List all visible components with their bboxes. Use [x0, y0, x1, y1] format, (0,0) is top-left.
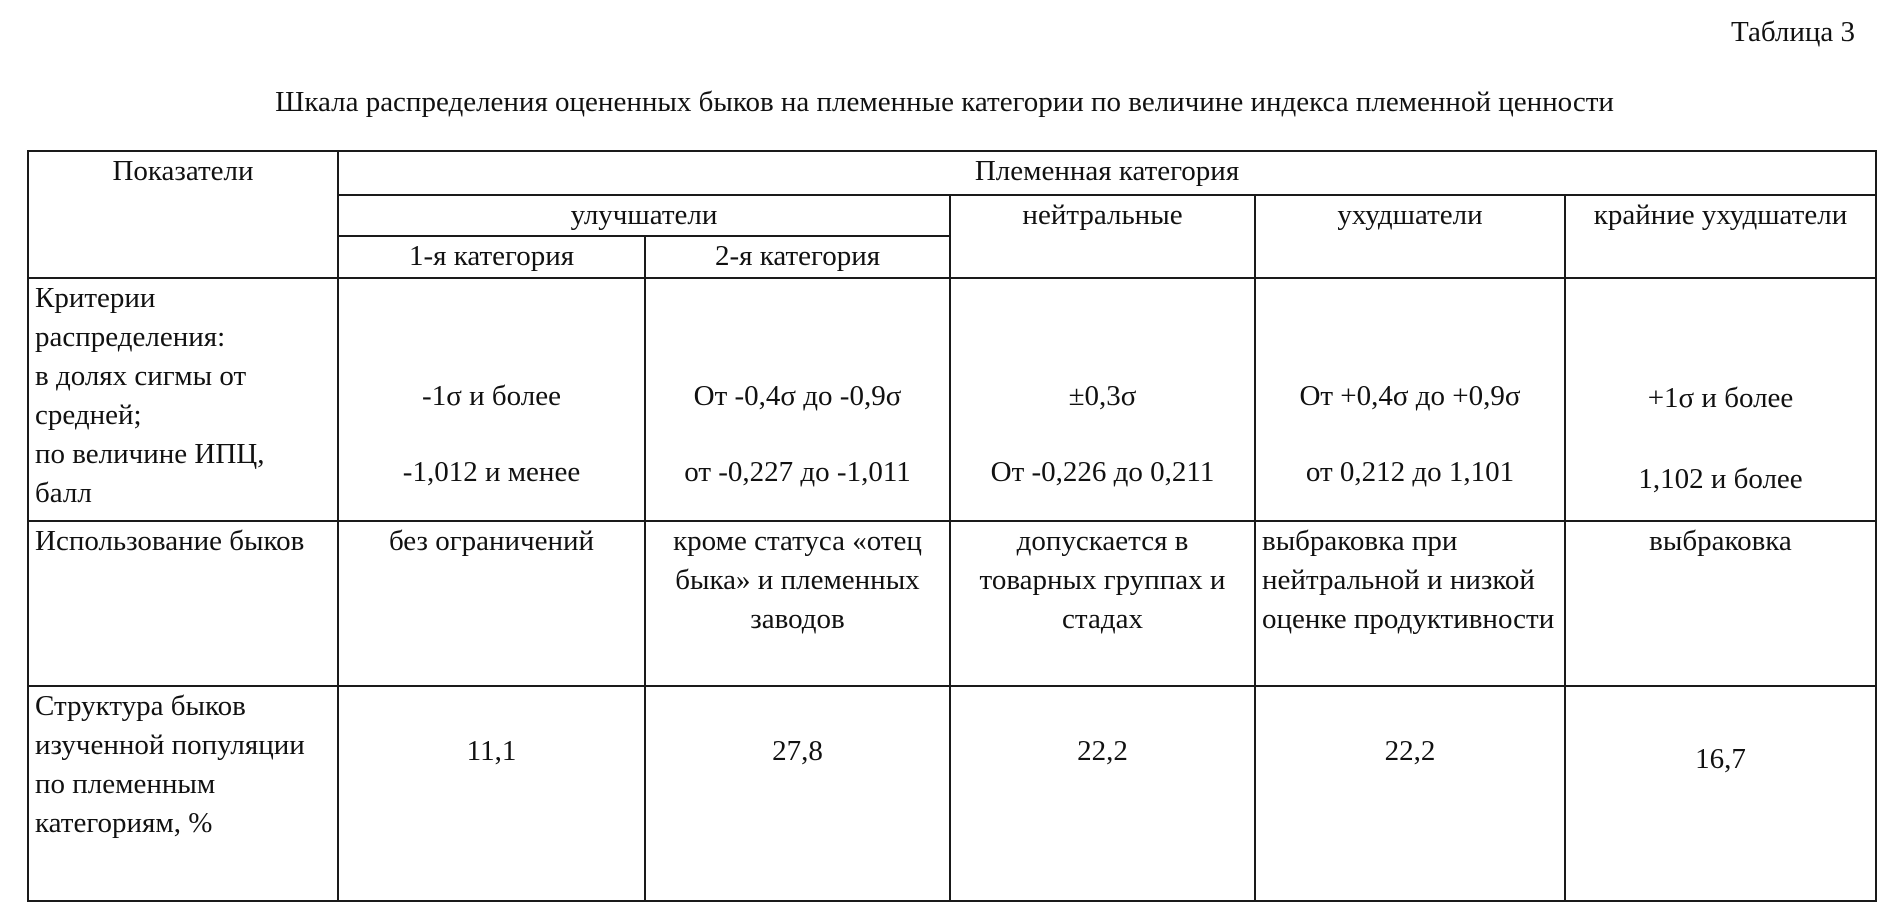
structure-label: Структура быков изученной популяции по племенным категориям, %: [28, 686, 338, 901]
header-extreme-worseners: крайние ухудшатели: [1565, 195, 1876, 278]
usage-cell-neutral: допускается в товарных группах и стадах: [950, 521, 1255, 686]
criteria-sigma-value: -1σ и более: [422, 380, 561, 412]
usage-cell-category-1: без ограничений: [338, 521, 645, 686]
criteria-row: [28, 278, 1876, 521]
criteria-cell-neutral: [950, 278, 1255, 521]
structure-cell-category-1: 11,1: [338, 686, 645, 901]
criteria-cell-category-1: [338, 278, 645, 521]
structure-row: [28, 686, 1876, 901]
criteria-label-line: балл: [35, 477, 92, 509]
criteria-sigma-value: ±0,3σ: [1068, 380, 1137, 412]
table-title: Шкала распределения оцененных быков на племенные категории по величине индекса племенной ценности: [275, 86, 1614, 118]
criteria-points-value: -1,012 и менее: [402, 456, 581, 488]
criteria-points-value: 1,102 и более: [1638, 463, 1803, 495]
criteria-label-line: распределения:: [35, 321, 226, 353]
criteria-points-value: От -0,226 до 0,211: [990, 456, 1215, 488]
header-improvers: улучшатели: [338, 195, 950, 236]
criteria-label-line: Критерии: [35, 282, 156, 314]
structure-cell-worseners: 22,2: [1255, 686, 1565, 901]
criteria-points-value: от -0,227 до -1,011: [684, 456, 911, 488]
structure-cell-neutral: 22,2: [950, 686, 1255, 901]
usage-label: Использование быков: [28, 521, 338, 686]
breeding-category-table: [27, 150, 1877, 902]
criteria-sigma-value: От -0,4σ до -0,9σ: [693, 380, 902, 412]
header-category-1: 1-я категория: [338, 236, 645, 278]
usage-row: [28, 521, 1876, 686]
usage-cell-worseners: выбраковка при нейтральной и низкой оценке продуктивности: [1255, 521, 1565, 686]
criteria-label-line: в долях сигмы от: [35, 360, 247, 392]
criteria-label-line: средней;: [35, 399, 142, 431]
criteria-label-line: по величине ИПЦ,: [35, 438, 265, 470]
criteria-cell-worseners: [1255, 278, 1565, 521]
criteria-label: [28, 278, 338, 521]
structure-cell-extreme-worseners: 16,7: [1565, 686, 1876, 901]
criteria-points-value: от 0,212 до 1,101: [1305, 456, 1515, 488]
structure-cell-category-2: 27,8: [645, 686, 950, 901]
header-indicators: Показатели: [28, 151, 338, 278]
header-neutral: нейтральные: [950, 195, 1255, 278]
header-worseners: ухудшатели: [1255, 195, 1565, 278]
usage-cell-extreme-worseners: выбраковка: [1565, 521, 1876, 686]
header-breeding-category: Племенная категория: [338, 151, 1876, 195]
header-category-2: 2-я категория: [645, 236, 950, 278]
header-row-1: [28, 151, 1876, 195]
criteria-sigma-value: От +0,4σ до +0,9σ: [1299, 380, 1521, 412]
usage-cell-category-2: кроме статуса «отец быка» и племенных заводов: [645, 521, 950, 686]
criteria-cell-extreme-worseners: [1565, 278, 1876, 521]
table-number: Таблица 3: [1730, 16, 1855, 48]
criteria-sigma-value: +1σ и более: [1647, 382, 1794, 414]
criteria-cell-category-2: [645, 278, 950, 521]
